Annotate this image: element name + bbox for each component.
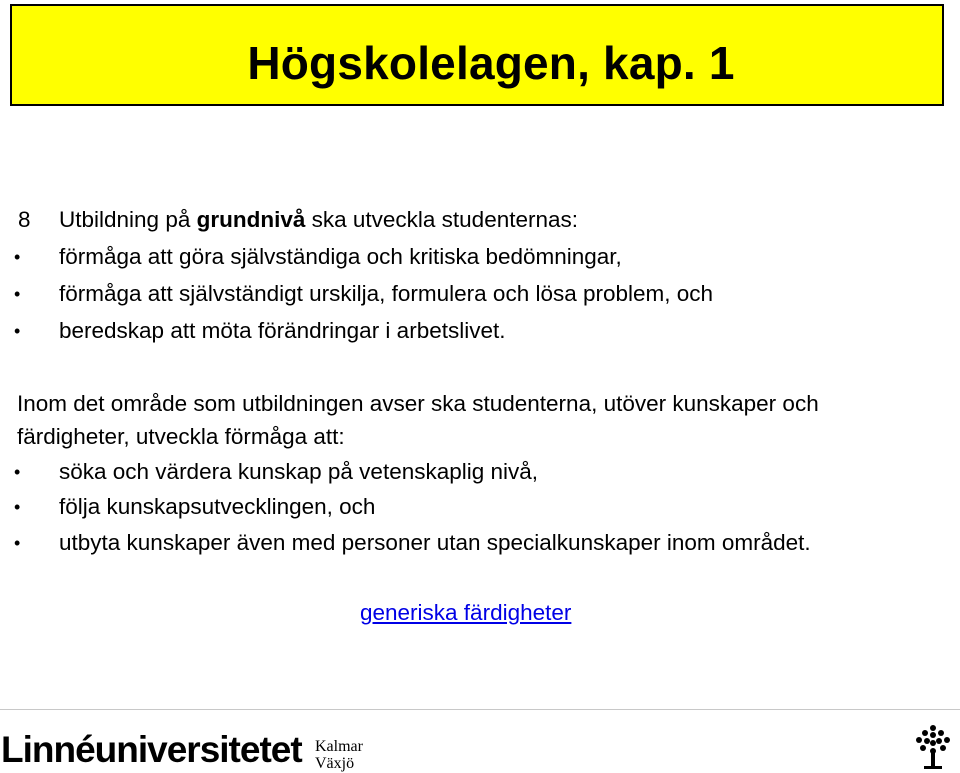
university-logo-text: Linnéuniversitetet	[1, 729, 302, 770]
slide-title: Högskolelagen, kap. 1	[247, 37, 735, 89]
section1-intro-text	[59, 207, 578, 233]
intro-post: ska utveckla studenternas:	[305, 207, 579, 232]
logo-city-kalmar: Kalmar	[315, 738, 363, 755]
bullet-icon: •	[14, 497, 21, 517]
bullet-text: förmåga att självständigt urskilja, formulera och lösa problem, och	[59, 281, 714, 306]
bullet-text: utbyta kunskaper även med personer utan specialkunskaper inom området.	[59, 530, 811, 555]
section-number: 8	[18, 207, 31, 232]
bullet-text: följa kunskapsutvecklingen, och	[59, 494, 376, 519]
generic-skills-link[interactable]: generiska färdigheter	[360, 600, 572, 625]
bullet-icon: •	[14, 321, 21, 341]
bullet-icon: •	[14, 462, 21, 482]
tree-icon	[915, 724, 951, 770]
bullet-icon: •	[14, 284, 21, 304]
intro-pre: Utbildning på	[59, 207, 197, 232]
footer-divider	[0, 709, 960, 710]
intro-bold: grundnivå	[196, 207, 306, 232]
logo-city-vaxjo: Växjö	[315, 755, 355, 772]
bullet-text: förmåga att göra självständiga och kritiska bedömningar,	[59, 244, 622, 269]
section2-intro-line2: färdigheter, utveckla förmåga att:	[17, 424, 345, 449]
bullet-icon: •	[14, 533, 21, 553]
title-box	[10, 4, 944, 106]
bullet-text: beredskap att möta förändringar i arbetslivet.	[59, 318, 506, 343]
section2-intro-line1: Inom det område som utbildningen avser ska studenterna, utöver kunskaper och	[17, 391, 819, 416]
bullet-icon: •	[14, 247, 21, 267]
university-logo-cities	[315, 738, 363, 772]
bullet-text: söka och värdera kunskap på vetenskaplig nivå,	[59, 459, 539, 484]
